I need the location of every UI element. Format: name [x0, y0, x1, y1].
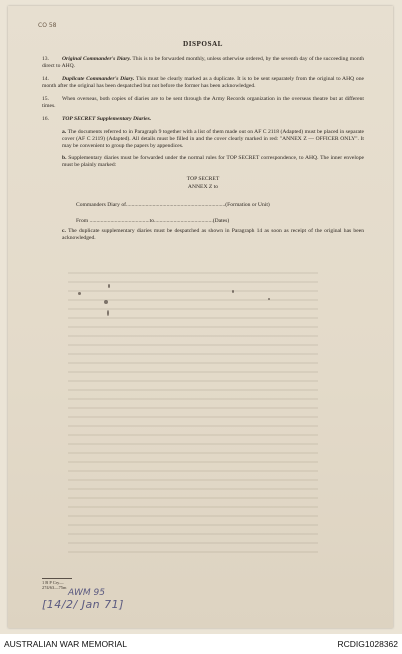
ink-spot: [108, 284, 110, 288]
paragraph-number: 13.: [42, 56, 49, 62]
paragraph-text: When overseas, both copies of diaries are to be sent through the Army Records organization in the overseas theatre but at different times.: [42, 96, 364, 109]
subparagraph-text: The duplicate supplementary diaries must be despatched as shown in Paragraph 14 as soon as receipt of the original has been acknowledged.: [62, 228, 364, 241]
printer-imprint: 1 B P Cry—274/63—75m: [42, 578, 72, 590]
top-margin-mark: CO 58: [38, 22, 57, 29]
marking-annex-z: ANNEX Z to: [187, 184, 219, 190]
subparagraph-label: c.: [62, 228, 66, 234]
ink-spot: [104, 300, 108, 304]
record-id: RCDIG1028362: [337, 639, 398, 649]
subparagraph-b: [62, 155, 364, 169]
paragraph-13: [42, 56, 364, 70]
subparagraph-c: [62, 228, 364, 242]
document-body: [42, 40, 364, 247]
form-line-dates: From ...........................................to..........................................(Dates): [76, 218, 230, 224]
institution-name: AUSTRALIAN WAR MEMORIAL: [4, 639, 127, 649]
paragraph-text: This must be clearly marked as a duplicate. It is to be sent separately from the original to AHQ one month after the original has been despatched but not before the former has been acknowledged.: [42, 76, 364, 89]
subparagraph-label: b.: [62, 155, 67, 161]
archive-footer: [0, 634, 402, 654]
bleed-through-text: [68, 272, 318, 572]
paragraph-number: 15.: [42, 96, 49, 102]
ink-spot: [268, 298, 270, 300]
subparagraph-label: a.: [62, 129, 67, 135]
subparagraph-a: [62, 129, 364, 150]
handwritten-date: [14/2/ Jan 71]: [42, 598, 124, 611]
paragraph-15: [42, 96, 364, 110]
subparagraph-text: The documents referred to in Paragraph 9 together with a list of them made out on AF C 2118 (Adapted) must be placed in separate cover (AF C 2119) (Adapted). All details must be filled in and the cover clearly marked in red: "ANNEX Z — OFFICER ONLY". It may be convenient to group the papers by appendices.: [62, 129, 364, 149]
ink-spot: [107, 310, 109, 316]
subparagraph-text: Supplementary diaries must be forwarded under the normal rules for TOP SECRET correspondence, to AHQ. The inner envelope must be plainly marked:: [62, 155, 365, 168]
form-line-commanders-diary: Commanders Diary of.......................................................................(Formation or Unit): [76, 202, 270, 208]
paragraph-heading: Duplicate Commander's Diary.: [62, 76, 135, 82]
marking-top-secret: TOP SECRET: [186, 176, 220, 182]
paragraph-number: 16.: [42, 116, 49, 122]
paragraph-14: [42, 76, 364, 90]
paragraph-16: [42, 116, 364, 123]
ink-spot: [78, 292, 81, 295]
paragraph-heading: Original Commander's Diary.: [62, 56, 132, 62]
handwritten-reference: AWM 95: [68, 588, 105, 598]
paragraph-heading: TOP SECRET Supplementary Diaries.: [62, 116, 152, 122]
paragraph-number: 14.: [42, 76, 49, 82]
section-heading: DISPOSAL: [183, 40, 223, 48]
ink-spot: [232, 290, 234, 293]
paragraph-text: This is to be forwarded monthly, unless otherwise ordered, by the seventh day of the succeeding month direct to AHQ.: [42, 56, 364, 69]
